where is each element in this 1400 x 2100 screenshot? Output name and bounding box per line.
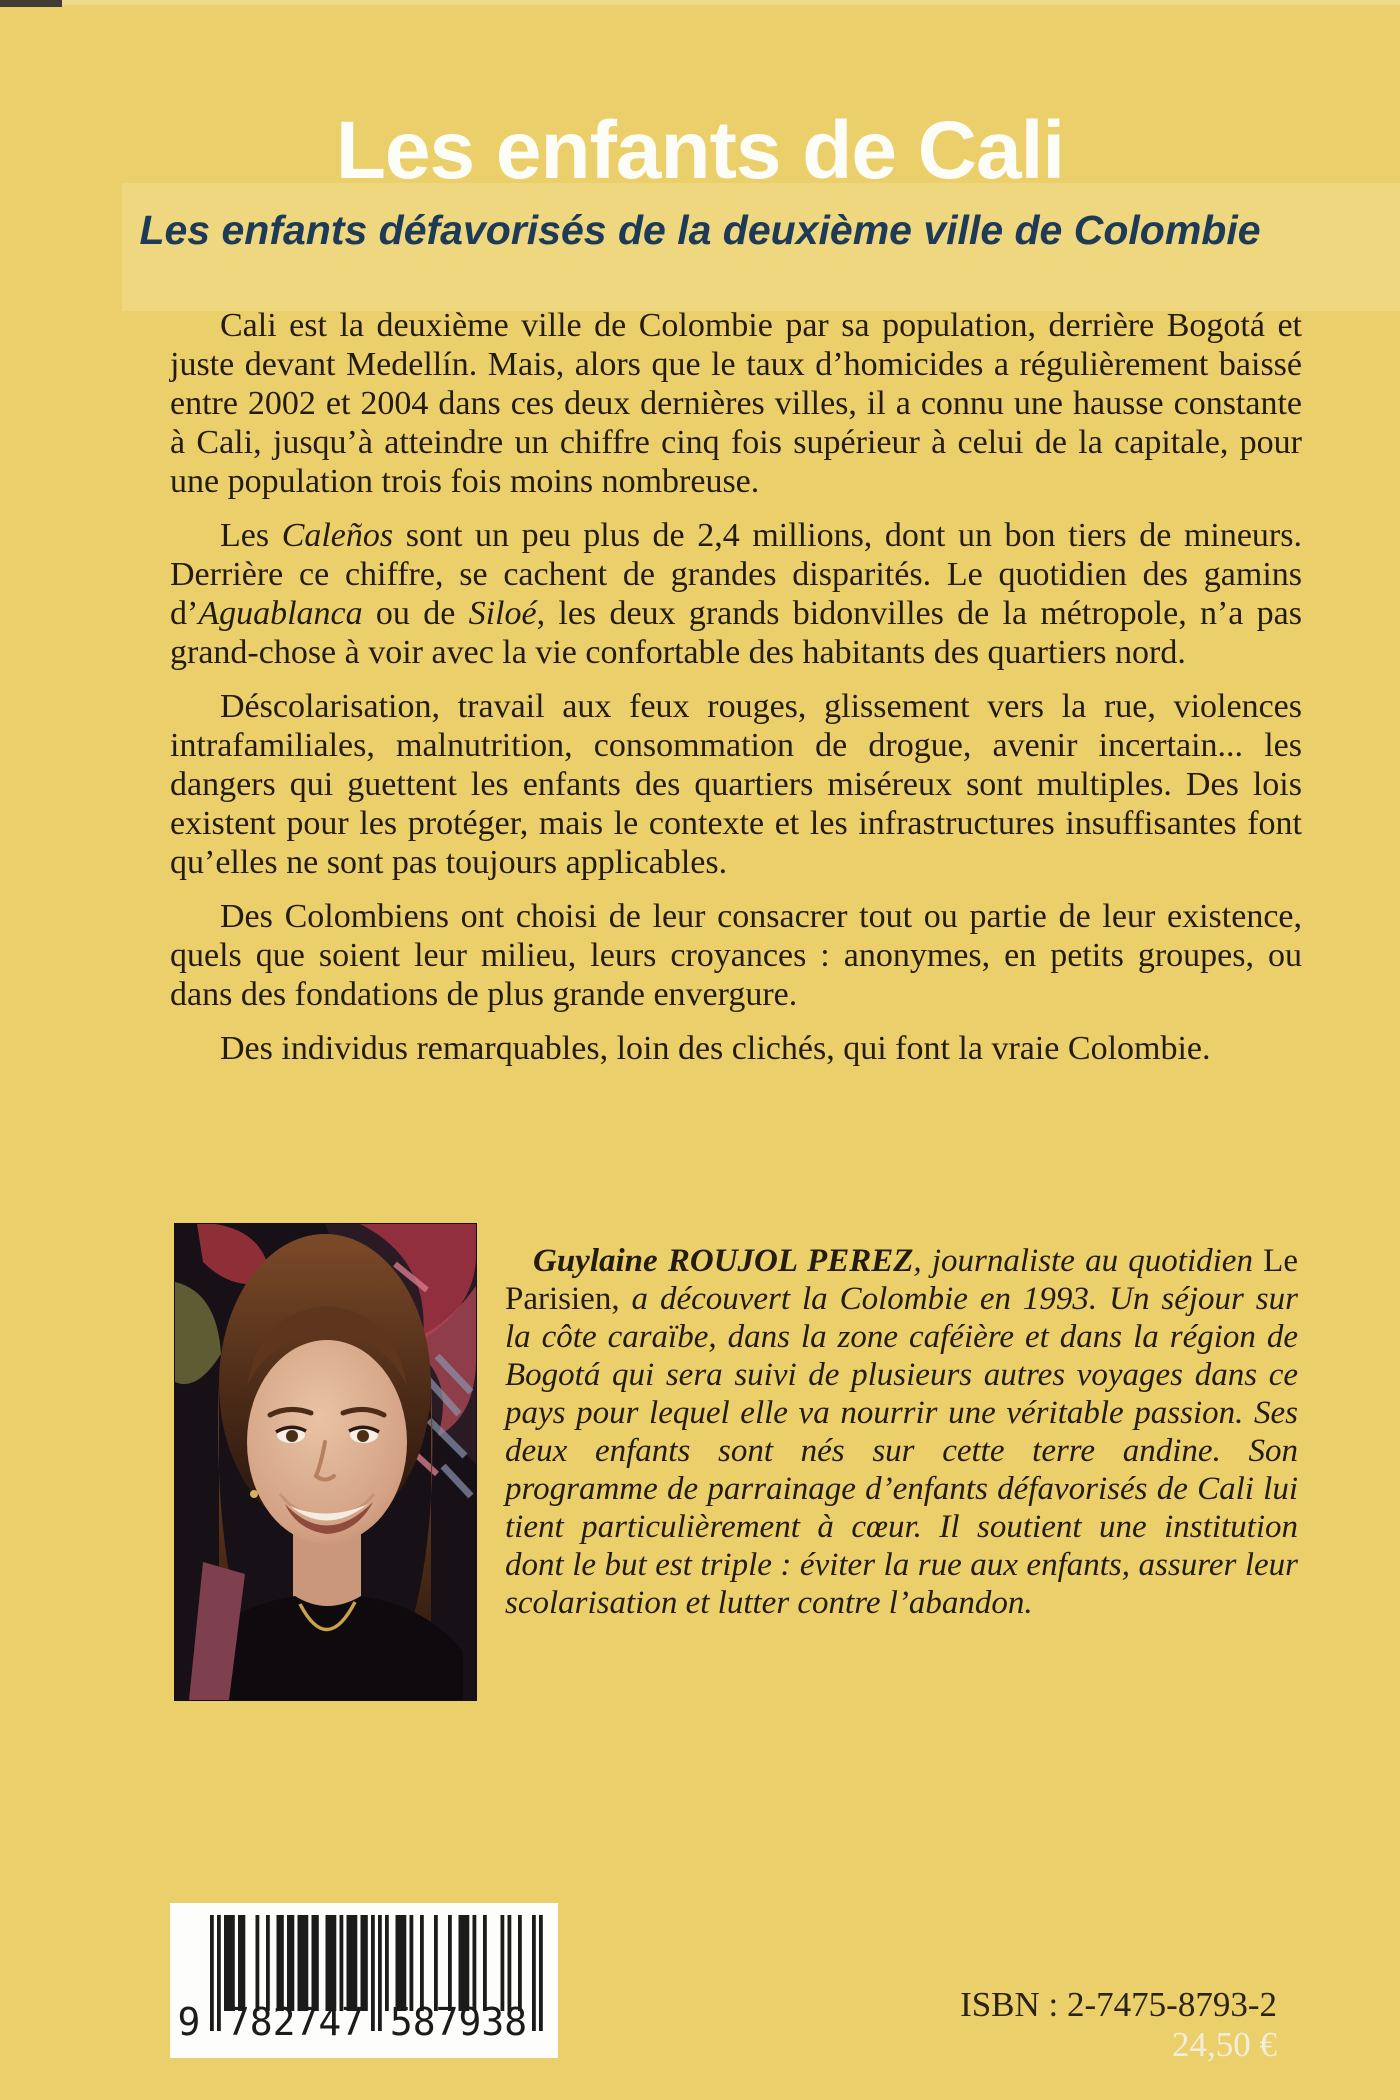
barcode <box>170 1903 558 2058</box>
author-photo <box>175 1224 476 1700</box>
scan-artifact-strip <box>0 0 62 7</box>
book-title: Les enfants de Cali <box>335 105 1065 196</box>
book-subtitle: Les enfants défavorisés de la deuxième ville de Colombie <box>139 207 1261 253</box>
barcode-digit-group-2: 587938 <box>389 2000 528 2044</box>
isbn: ISBN : 2-7475-8793-2 <box>960 1985 1277 2024</box>
synopsis <box>170 306 1302 1083</box>
synopsis-paragraph-4: Des Colombiens ont choisi de leur consacrer tout ou partie de leur existence, quels que soient leur milieu, leurs croyances : anonymes, en petits groupes, ou dans des fondations de plus grande envergure. <box>170 898 1302 1013</box>
scan-edge-highlight <box>62 0 1400 5</box>
synopsis-paragraph-2: Les Caleños sont un peu plus de 2,4 millions, dont un bon tiers de mineurs. Derrière ce chiffre, se cachent de grandes disparités. Le quotidien des gamins d’Aguablanca ou de Siloé, les deux grands bidonvilles de la métropole, n’a pas grand-chose à voir avec la vie confortable des habitants des quartiers nord. <box>170 517 1303 671</box>
synopsis-paragraph-1: Cali est la deuxième ville de Colombie par sa population, derrière Bogotá et juste devant Medellín. Mais, alors que le taux d’homicides a régulièrement baissé entre 2002 et 2004 dans ces deux dernières villes, il a connu une hausse constante à Cali, jusqu’à atteindre un chiffre cinq fois supérieur à celui de la capitale, pour une population trois fois moins nombreuse. <box>170 307 1302 500</box>
synopsis-paragraph-3: Déscolarisation, travail aux feux rouges, glissement vers la rue, violences intrafamiliales, malnutrition, consommation de drogue, avenir incertain... les dangers qui guettent les enfants des quartiers miséreux sont multiples. Des lois existent pour les protéger, mais le contexte et les infrastructures insuffisantes font qu’elles ne sont pas toujours applicables. <box>170 688 1302 881</box>
author-bio: Guylaine ROUJOL PEREZ, journaliste au quotidien Le Parisien, a découvert la Colombie en 1993. Un séjour sur la côte caraïbe, dans la zone caféière et dans la région de Bogotá qui sera suivi de plusieurs autres voyages dans ce pays pour lequel elle va nourrir une véritable passion. Ses deux enfants sont nés sur cette terre andine. Son programme de parrainage d’enfants défavorisés de Cali lui tient particulièrement à cœur. Il soutient une institution dont le but est triple : éviter la rue aux enfants, assurer leur scolarisation et lutter contre l’abandon. <box>505 1243 1298 1621</box>
synopsis-paragraph-5: Des individus remarquables, loin des clichés, qui font la vraie Colombie. <box>220 1030 1211 1067</box>
price: 24,50 € <box>1172 2025 1277 2064</box>
barcode-digit-system: 9 <box>177 2000 201 2044</box>
barcode-digit-group-1: 782747 <box>226 2000 365 2044</box>
